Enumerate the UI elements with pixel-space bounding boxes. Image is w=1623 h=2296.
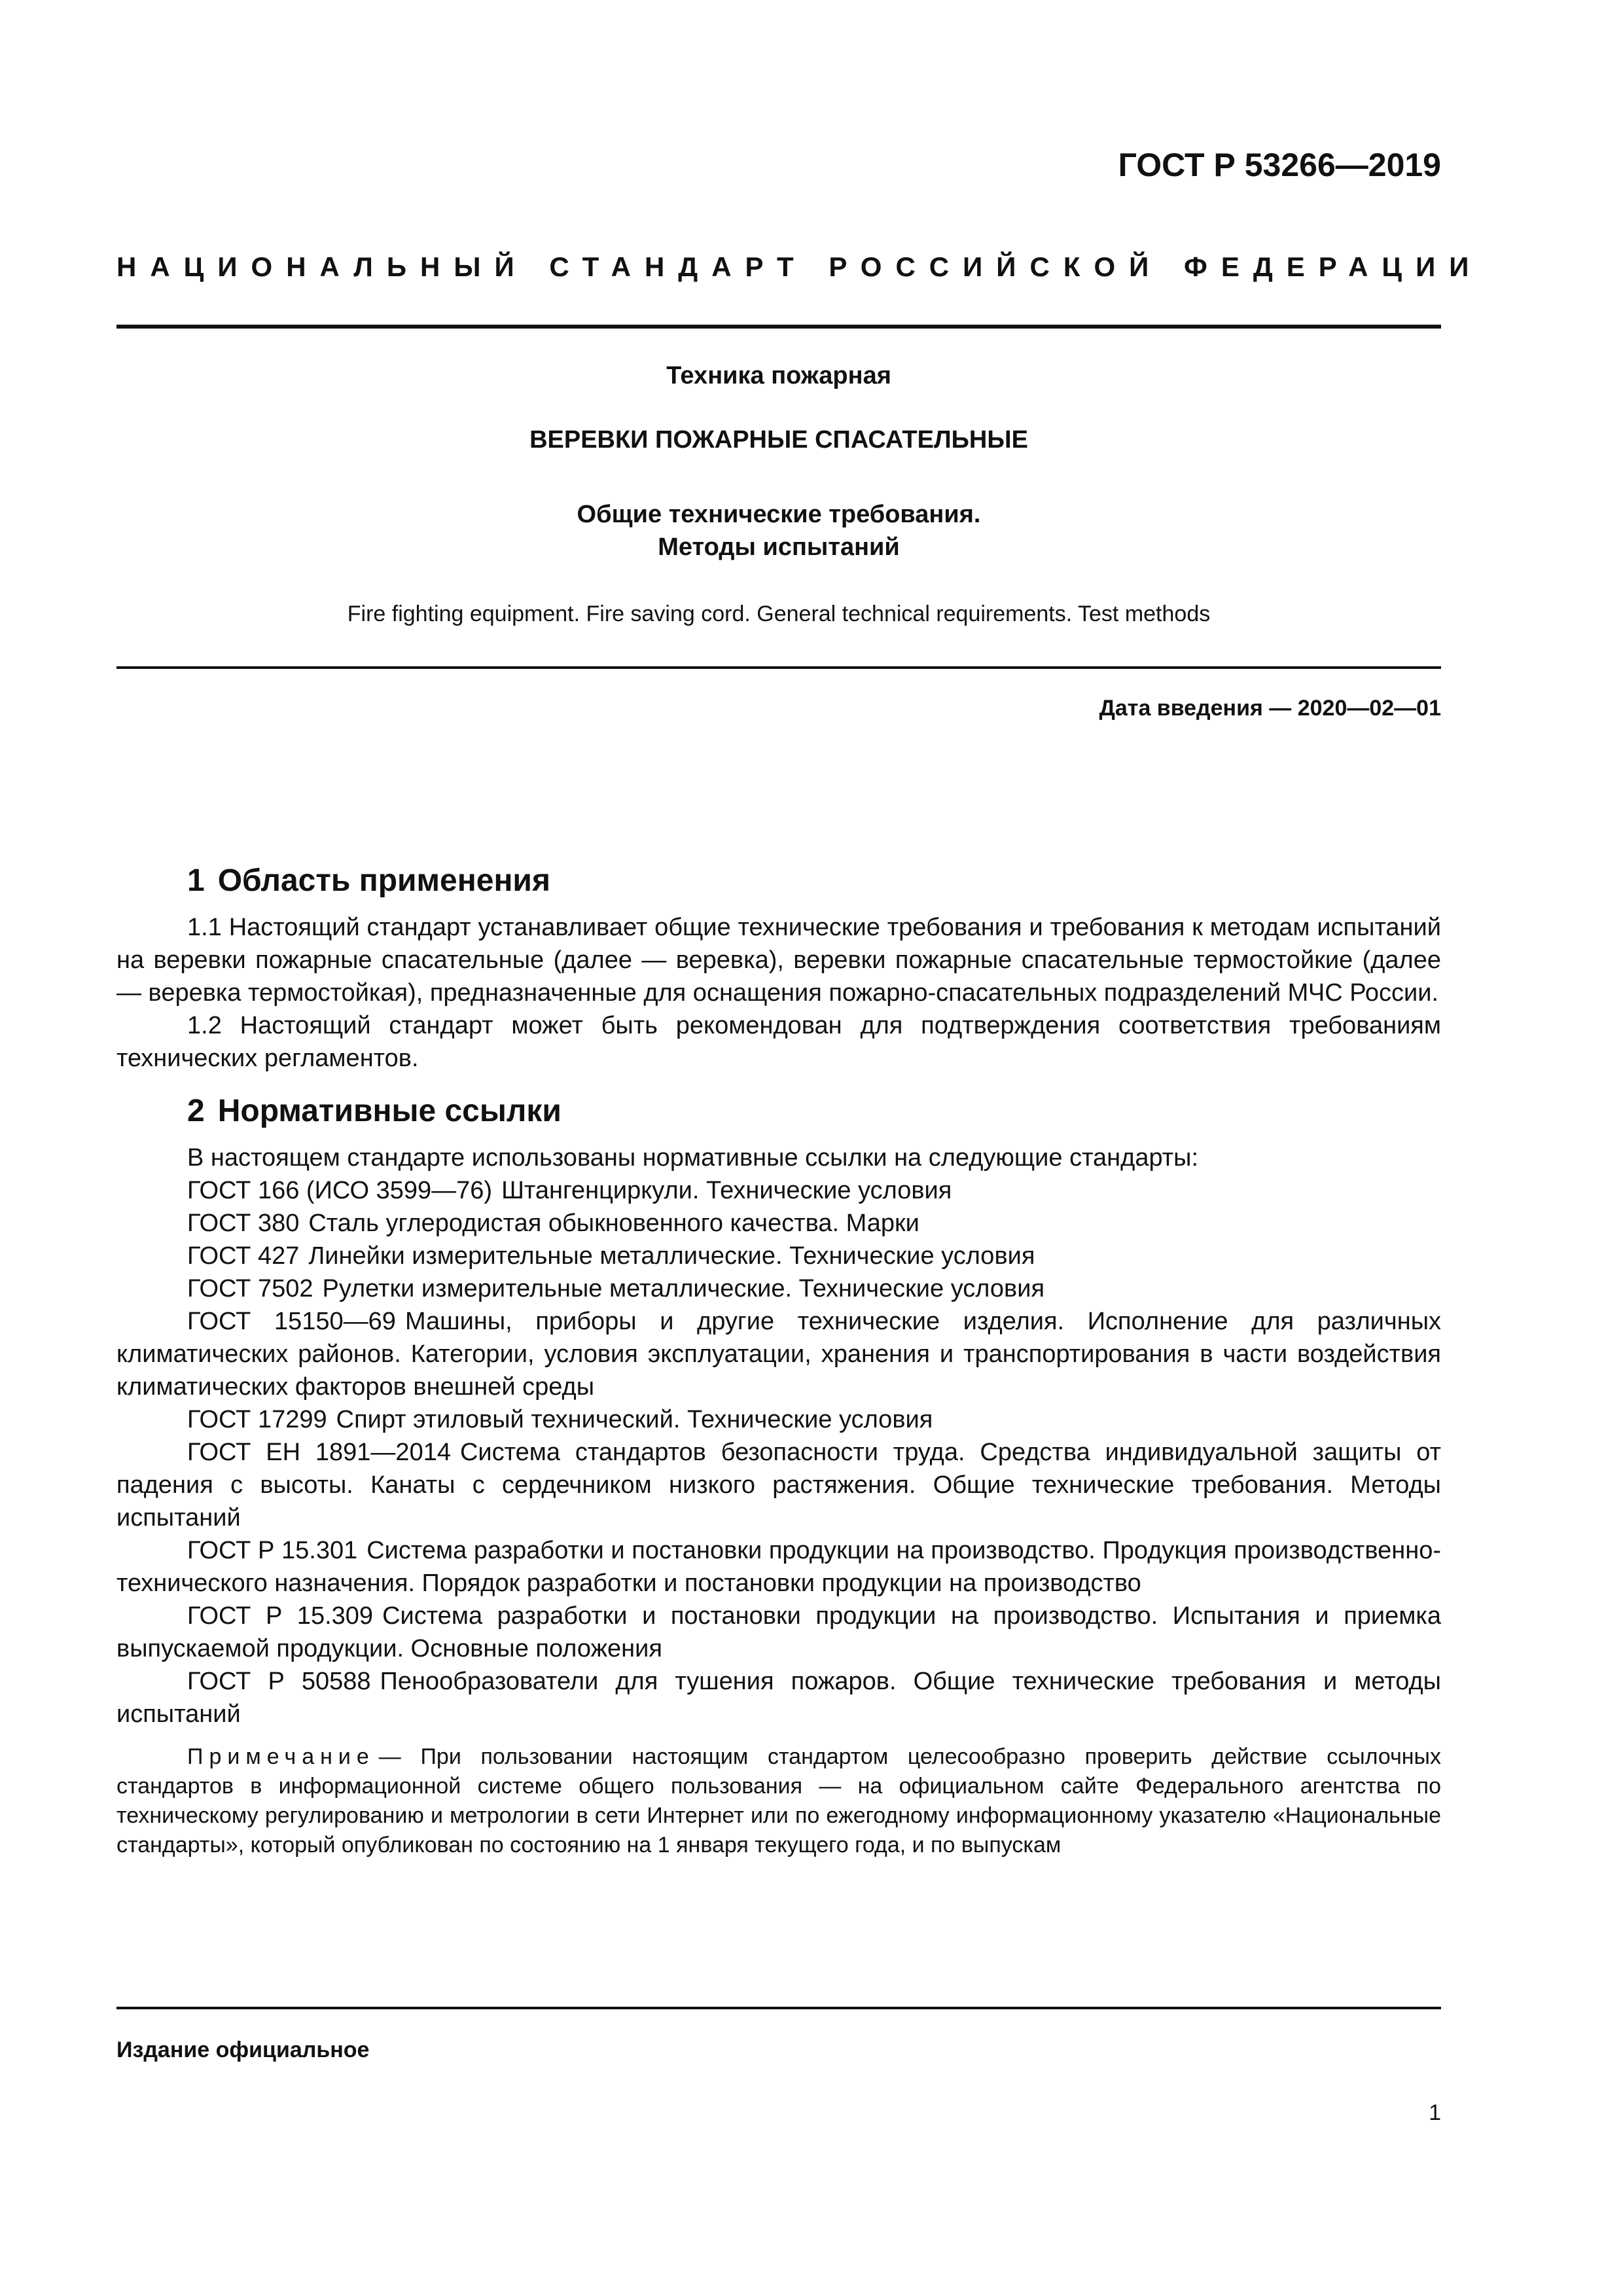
reference-item [116, 1272, 1441, 1305]
main-title: ВЕРЕВКИ ПОЖАРНЫЕ СПАСАТЕЛЬНЫЕ [529, 426, 1028, 454]
reference-code: ГОСТ 7502 [187, 1275, 313, 1302]
document-page [116, 0, 1483, 2296]
title-divider [116, 666, 1441, 669]
reference-item [116, 1174, 1441, 1207]
reference-code: ГОСТ 15150—69 [187, 1308, 396, 1335]
introduction-date: Дата введения — 2020—02—01 [1099, 696, 1441, 721]
section-1-number: 1 [187, 863, 205, 898]
national-standard-title: НАЦИОНАЛЬНЫЙ СТАНДАРТ РОССИЙСКОЙ ФЕДЕРАЦИИ [116, 251, 1483, 282]
header-divider [116, 325, 1441, 329]
reference-text: Машины, приборы и другие технические изделия. Исполнение для различных климатических районов. Категории, условия эксплуатации, хранения и транспортирования в части воздействия климатических факторов внешней среды [116, 1308, 1442, 1401]
reference-code: ГОСТ 427 [187, 1242, 300, 1270]
document-body [116, 861, 1441, 1860]
reference-code: ГОСТ ЕН 1891—2014 [187, 1439, 451, 1466]
footer-divider [116, 2007, 1441, 2009]
english-title: Fire fighting equipment. Fire saving cord. General technical requirements. Test methods [347, 601, 1211, 626]
section-2-heading [116, 1092, 1441, 1131]
reference-text: Сталь углеродистая обыкновенного качества. Марки [308, 1210, 919, 1237]
reference-text: Линейки измерительные металлические. Технические условия [308, 1242, 1035, 1270]
reference-item [116, 1436, 1441, 1534]
note-label: Примечание [187, 1744, 375, 1769]
clause-1-2: 1.2 Настоящий стандарт может быть рекомендован для подтверждения соответствия требованиям технических регламентов. [116, 1012, 1441, 1072]
reference-text: Система разработки и постановки продукции на производство. Испытания и приемка выпускаемой продукции. Основные положения [116, 1602, 1441, 1662]
clause-1-1: 1.1 Настоящий стандарт устанавливает общие технические требования и требования к методам испытаний на веревки пожарные спасательные (далее — веревка), веревки пожарные спасательные термостойкие (далее — веревка термостойкая), предназначенные для оснащения пожарно-спасательных подразделений МЧС России. [116, 914, 1441, 1007]
reference-code: ГОСТ Р 50588 [187, 1668, 371, 1695]
reference-item [116, 1403, 1441, 1436]
reference-code: ГОСТ Р 15.301 [187, 1537, 358, 1564]
reference-item [116, 1305, 1441, 1403]
section-1-heading [116, 861, 1441, 901]
reference-code: ГОСТ 166 (ИСО 3599—76) [187, 1177, 493, 1204]
edition-label: Издание официальное [116, 2037, 370, 2062]
section-2-title: Нормативные ссылки [217, 1094, 562, 1128]
page-number: 1 [1429, 2100, 1441, 2125]
field-title: Техника пожарная [666, 362, 891, 389]
reference-text: Система разработки и постановки продукции на производство. Продукция производственно-технического назначения. Порядок разработки и постановки продукции на производство [116, 1537, 1441, 1597]
note-text: — При пользовании настоящим стандартом целесообразно проверить действие ссылочных стандартов в информационной системе общего пользования — на официальном сайте Федерального агентства по техническому регулированию и метрологии в сети Интернет или по ежегодному информационному указателю «Национальные стандарты», который опубликован по состоянию на 1 января текущего года, и по выпускам [116, 1744, 1441, 1857]
reference-text: Система стандартов безопасности труда. Средства индивидуальной защиты от падения с высоты. Канаты с сердечником низкого растяжения. Общие технические требования. Методы испытаний [116, 1439, 1441, 1532]
reference-item [116, 1240, 1441, 1272]
reference-text: Пенообразователи для тушения пожаров. Общие технические требования и методы испытаний [116, 1668, 1441, 1728]
note-paragraph [116, 1742, 1441, 1860]
references-intro: В настоящем стандарте использованы нормативные ссылки на следующие стандарты: [187, 1144, 1199, 1172]
reference-item [116, 1534, 1441, 1600]
reference-text: Спирт этиловый технический. Технические условия [336, 1406, 933, 1433]
reference-text: Рулетки измерительные металлические. Технические условия [322, 1275, 1045, 1302]
subtitle-line-1: Общие технические требования. [577, 501, 981, 528]
reference-item [116, 1665, 1441, 1731]
section-1-title: Область применения [217, 863, 550, 898]
reference-code: ГОСТ 380 [187, 1210, 300, 1237]
reference-code: ГОСТ Р 15.309 [187, 1602, 374, 1630]
document-number: ГОСТ Р 53266—2019 [1118, 147, 1441, 183]
section-2-number: 2 [187, 1094, 205, 1128]
reference-text: Штангенциркули. Технические условия [501, 1177, 952, 1204]
reference-item [116, 1207, 1441, 1240]
subtitle-line-2: Методы испытаний [658, 533, 900, 561]
reference-code: ГОСТ 17299 [187, 1406, 327, 1433]
reference-item [116, 1600, 1441, 1665]
